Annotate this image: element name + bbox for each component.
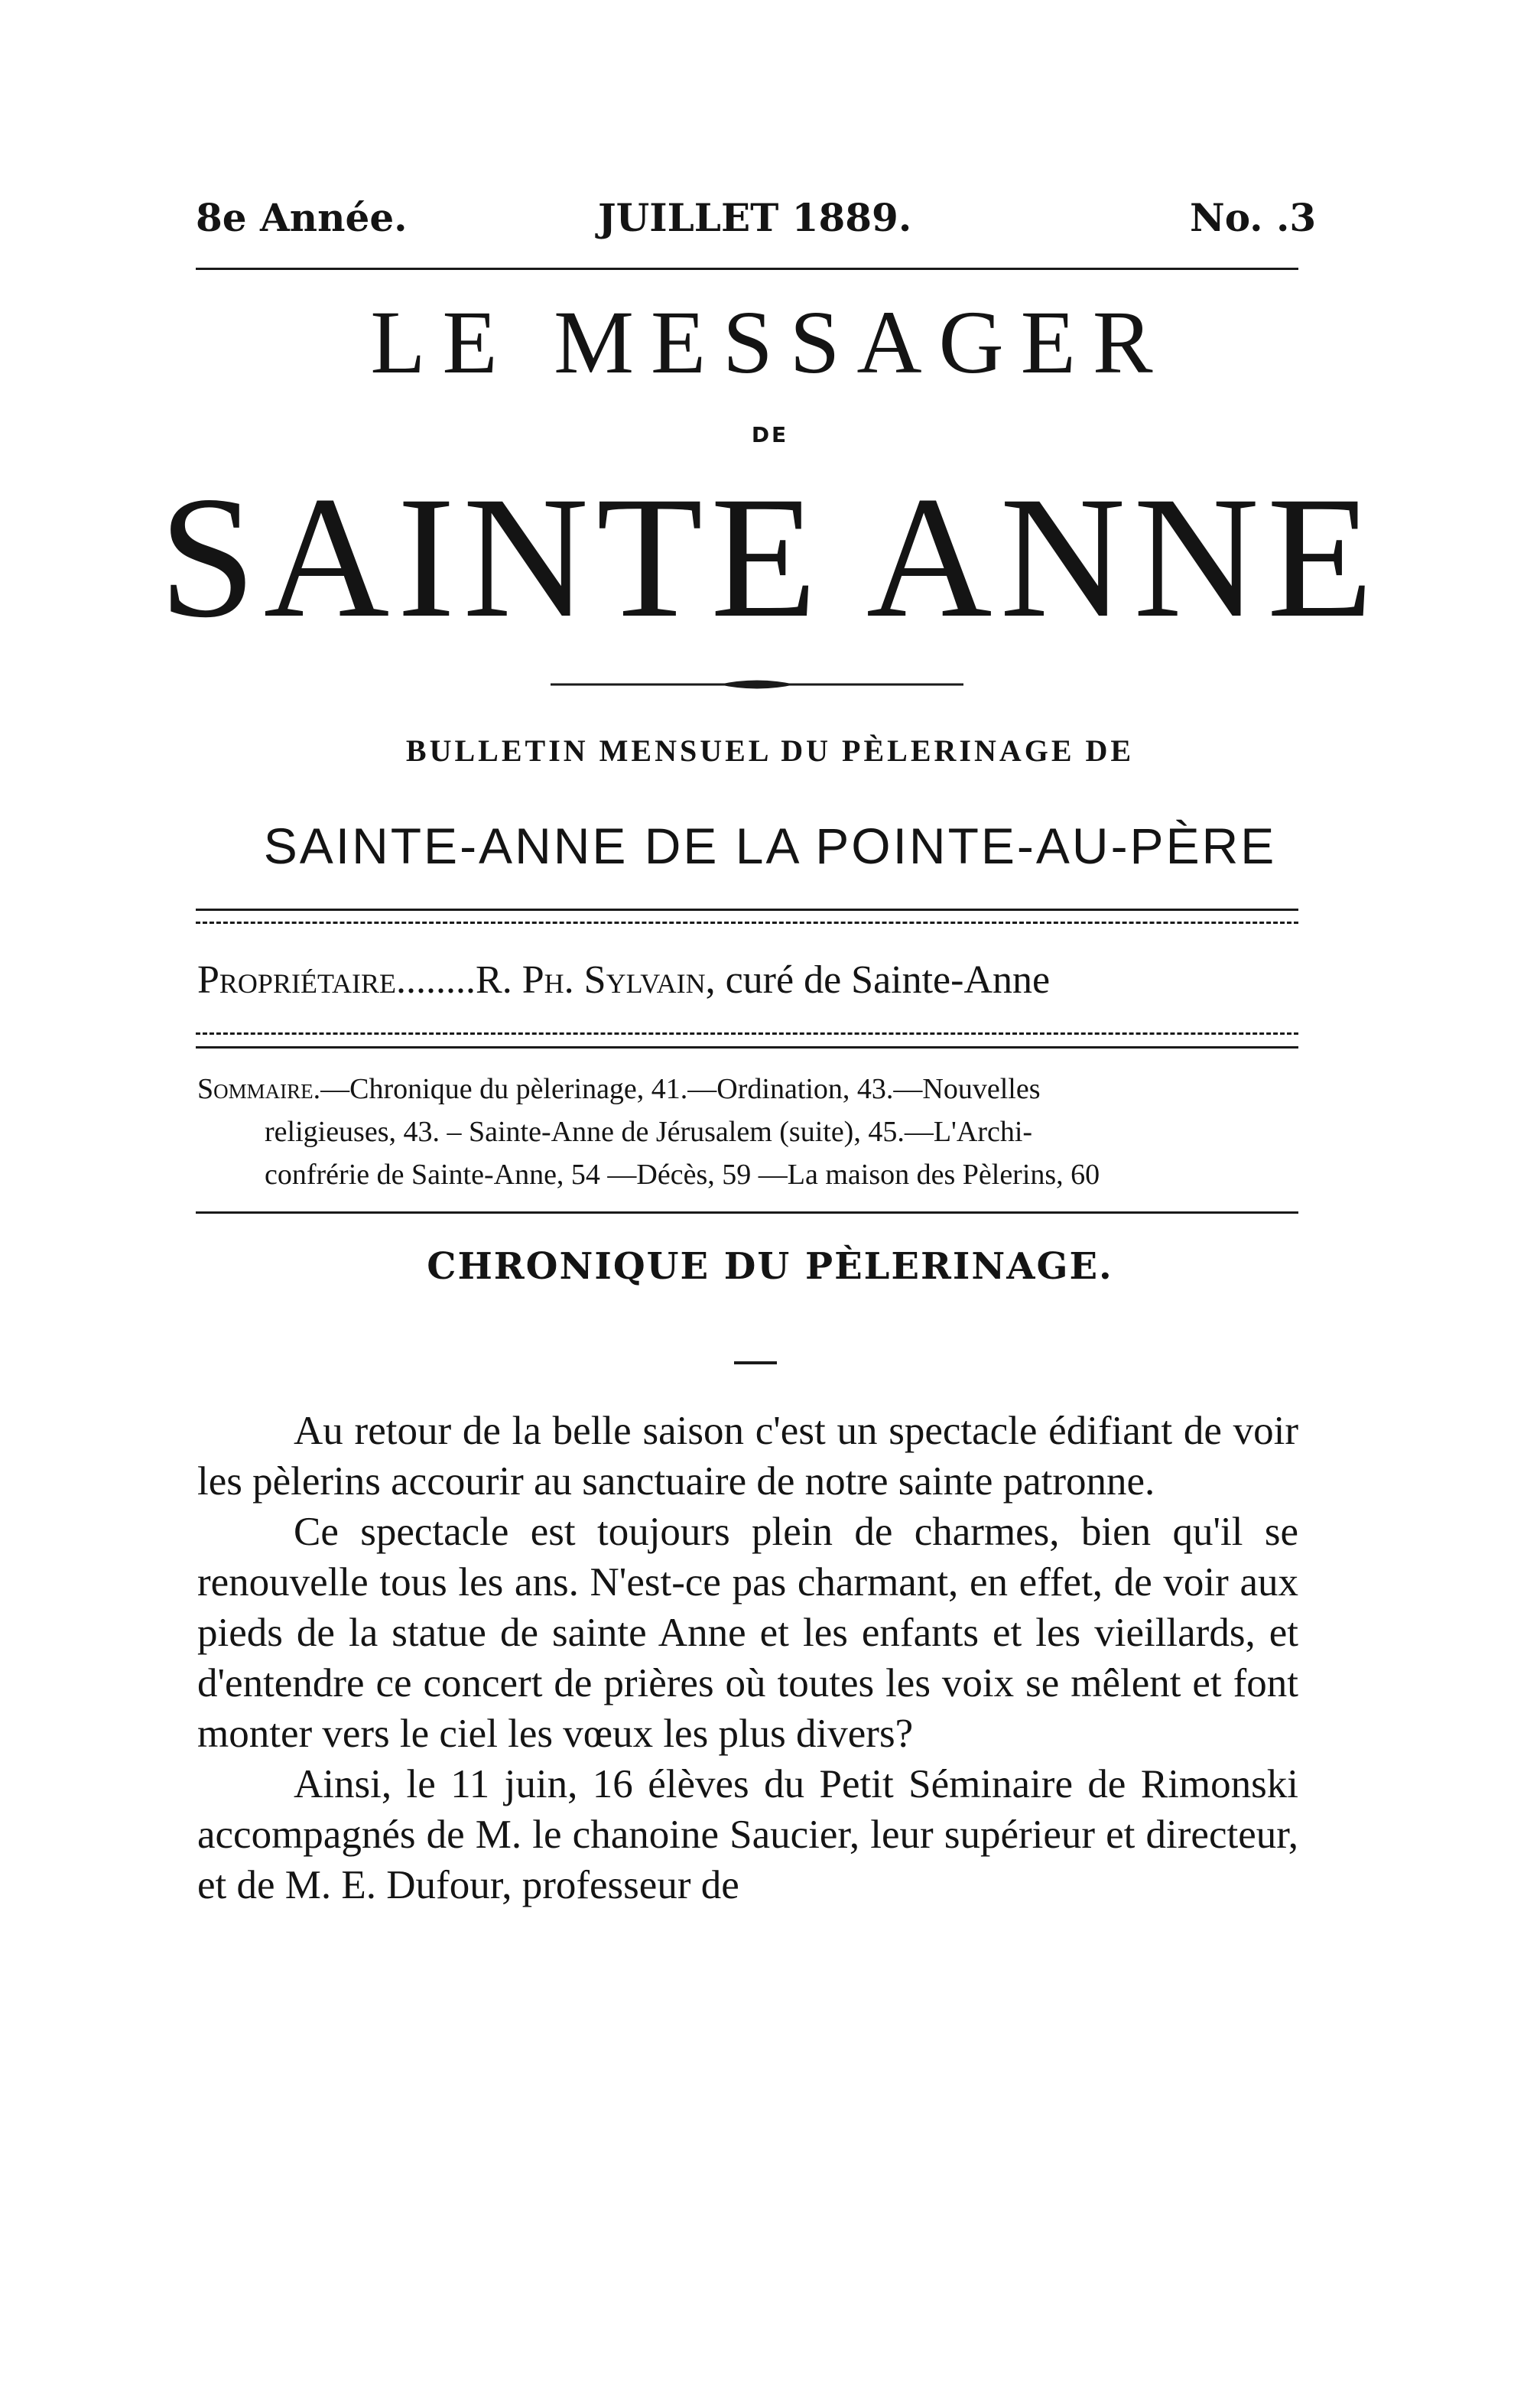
issue-date: JUILLET 1889. bbox=[598, 195, 912, 240]
owner-label: Propriétaire bbox=[197, 958, 397, 1002]
summary-block bbox=[197, 1068, 1298, 1196]
paragraph-2: Ce spectacle est toujours plein de charmes, bien qu'il se renouvelle tous les ans. N'est-ce pas charmant, en effet, de voir aux pieds de la statue de sainte Anne et les enfants et les vieillards, et d'entendre ce concert de prières où toutes les voix se mêlent et font monter vers le ciel les vœux les plus divers? bbox=[197, 1510, 1298, 1756]
double-rule-dashed bbox=[196, 922, 1298, 924]
header-rule bbox=[196, 268, 1298, 270]
bulletin-subtitle: BULLETIN MENSUEL DU PÈLERINAGE DE bbox=[405, 733, 1135, 768]
masthead-de: DE bbox=[751, 422, 789, 447]
summary-line-2: religieuses, 43. – Sainte-Anne de Jérusalem (suite), 45.—L'Archi- bbox=[265, 1116, 1033, 1148]
ornament-rule-icon bbox=[551, 673, 963, 696]
masthead-title-line2: SAINTE ANNE bbox=[158, 461, 1382, 654]
owner-name: R. Ph. Sylvain, bbox=[476, 958, 716, 1002]
pilgrimage-place: SAINTE-ANNE DE LA POINTE-AU-PÈRE bbox=[263, 818, 1277, 874]
owner-dots: ........ bbox=[396, 958, 476, 1002]
paragraph-1: Au retour de la belle saison c'est un spectacle édifiant de voir les pèlerins accourir au sanctuaire de notre sainte patronne. bbox=[197, 1409, 1298, 1504]
section-title: CHRONIQUE DU PÈLERINAGE. bbox=[427, 1245, 1113, 1288]
owner-line bbox=[197, 958, 1298, 1003]
paragraph-3: Ainsi, le 11 juin, 16 élèves du Petit Séminaire de Rimonski accompagnés de M. le chanoine Saucier, leur supérieur et directeur, et de M. E. Dufour, professeur de bbox=[197, 1762, 1298, 1907]
summary-rule bbox=[196, 1211, 1298, 1214]
summary-line-3: confrérie de Sainte-Anne, 54 —Décès, 59 —La maison des Pèlerins, 60 bbox=[265, 1159, 1100, 1191]
article-body bbox=[197, 1406, 1298, 1910]
issue-number: No. .3 bbox=[1190, 195, 1317, 240]
double-rule-top bbox=[196, 909, 1298, 911]
owner-rule bbox=[196, 1046, 1298, 1049]
masthead-title-line1: LE MESSAGER bbox=[370, 292, 1170, 392]
edition-label: 8e Année. bbox=[196, 195, 408, 240]
summary-label: Sommaire. bbox=[197, 1073, 321, 1105]
summary-line-1: —Chronique du pèlerinage, 41.—Ordination, 43.—Nouvelles bbox=[320, 1073, 1041, 1105]
owner-rule-dashed bbox=[196, 1032, 1298, 1035]
section-dash bbox=[734, 1361, 777, 1364]
owner-role: curé de Sainte-Anne bbox=[715, 958, 1051, 1002]
